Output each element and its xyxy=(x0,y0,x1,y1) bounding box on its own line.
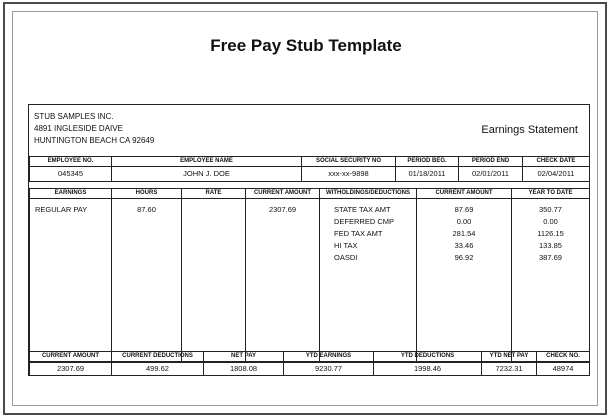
header-check-date: CHECK DATE xyxy=(523,157,590,167)
earnings-amount-cell xyxy=(246,199,320,363)
employee-header-row xyxy=(30,157,590,167)
header-employee-name: EMPLOYEE NAME xyxy=(112,157,302,167)
deduction-label: OASDI xyxy=(334,253,358,262)
deduction-current-cell xyxy=(417,199,512,363)
employee-name: JOHN J. DOE xyxy=(112,167,302,182)
period-beg: 01/18/2011 xyxy=(396,167,459,182)
period-end: 02/01/2011 xyxy=(459,167,523,182)
header-sum-ytd-earnings: YTD EARNINGS xyxy=(284,352,374,362)
header-sum-current-deductions: CURRENT DEDUCTIONS xyxy=(112,352,204,362)
company-address-line-2: HUNTINGTON BEACH CA 92649 xyxy=(34,136,155,145)
deduction-label-cell xyxy=(320,199,417,363)
employee-value-row xyxy=(30,167,590,182)
deduction-current: 87.69 xyxy=(454,205,474,214)
company-address-line-1: 4891 INGLESIDE DAIVE xyxy=(34,124,123,133)
deduction-ytd: 0.00 xyxy=(543,217,558,226)
header-withholdings: WITHOLDINGS/DEDUCTIONS xyxy=(320,189,417,199)
sum-ytd-net-pay: 7232.31 xyxy=(482,362,537,376)
sum-current-amount: 2307.69 xyxy=(30,362,112,376)
pay-stub xyxy=(28,104,590,376)
statement-title: Earnings Statement xyxy=(481,124,578,136)
earnings-rate-cell xyxy=(182,199,246,363)
deduction-current: 281.54 xyxy=(452,229,476,238)
earnings-table xyxy=(29,188,590,363)
sum-ytd-deductions: 1998.46 xyxy=(374,362,482,376)
company-name: STUB SAMPLES INC. xyxy=(34,112,114,121)
deduction-label: STATE TAX AMT xyxy=(334,205,391,214)
deduction-ytd: 133.85 xyxy=(539,241,562,250)
deduction-label: HI TAX xyxy=(334,241,358,250)
check-date: 02/04/2011 xyxy=(523,167,590,182)
earnings-header-row xyxy=(30,189,590,199)
summary-header-row xyxy=(30,352,590,362)
employee-table xyxy=(29,156,590,182)
deduction-label: FED TAX AMT xyxy=(334,229,383,238)
sum-ytd-earnings: 9230.77 xyxy=(284,362,374,376)
header-deduction-current: CURRENT AMOUNT xyxy=(417,189,512,199)
header-ssn: SOCIAL SECURITY NO xyxy=(302,157,396,167)
deduction-ytd: 387.69 xyxy=(539,253,562,262)
header-current-amount: CURRENT AMOUNT xyxy=(246,189,320,199)
earning-amount: 2307.69 xyxy=(268,205,297,214)
sum-current-deductions: 499.62 xyxy=(112,362,204,376)
deduction-ytd: 350.77 xyxy=(539,205,562,214)
company-block xyxy=(34,111,154,147)
earnings-body-row xyxy=(30,199,590,363)
deduction-current: 33.46 xyxy=(454,241,474,250)
summary-value-row xyxy=(30,362,590,376)
deduction-ytd: 1126.15 xyxy=(537,229,564,238)
header-sum-check-no: CHECK NO. xyxy=(537,352,590,362)
ssn: xxx-xx-9898 xyxy=(302,167,396,182)
deduction-current: 0.00 xyxy=(456,217,472,226)
deduction-current: 96.92 xyxy=(454,253,474,262)
deduction-ytd-cell xyxy=(512,199,590,363)
earnings-hours-cell xyxy=(112,199,182,363)
header-hours: HOURS xyxy=(112,189,182,199)
summary-table xyxy=(29,351,590,376)
header-year-to-date: YEAR TO DATE xyxy=(512,189,590,199)
sum-check-no: 48974 xyxy=(537,362,590,376)
header-rate: RATE xyxy=(182,189,246,199)
header-period-end: PERIOD END xyxy=(459,157,523,167)
header-sum-ytd-deductions: YTD DEDUCTIONS xyxy=(374,352,482,362)
header-period-beg: PERIOD BEG. xyxy=(396,157,459,167)
earning-label: REGULAR PAY xyxy=(35,205,88,214)
header-employee-no: EMPLOYEE NO. xyxy=(30,157,112,167)
employee-no: 045345 xyxy=(30,167,112,182)
page-title: Free Pay Stub Template xyxy=(210,36,402,55)
header-sum-current-amount: CURRENT AMOUNT xyxy=(30,352,112,362)
header-sum-ytd-net-pay: YTD NET PAY xyxy=(482,352,537,362)
header-earnings: EARNINGS xyxy=(30,189,112,199)
earning-hours: 87.60 xyxy=(137,205,156,214)
sum-net-pay: 1808.08 xyxy=(204,362,284,376)
header-sum-net-pay: NET PAY xyxy=(204,352,284,362)
deduction-label: DEFERRED CMP xyxy=(334,217,395,226)
earnings-label-cell xyxy=(30,199,112,363)
